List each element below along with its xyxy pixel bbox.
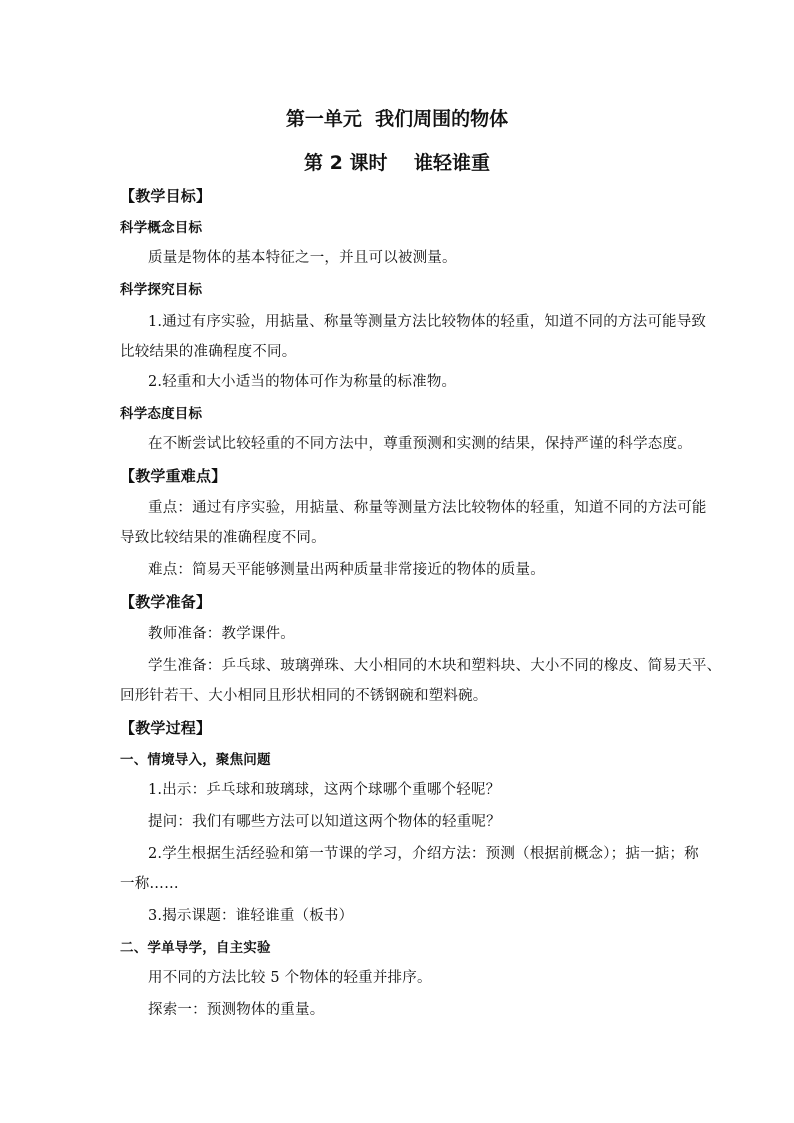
inquiry-goal-1-line1: 1.通过有序实验，用掂量、称量等测量方法比较物体的轻重，知道不同的方法可能导致 — [148, 314, 707, 330]
process-step-3: 3.揭示课题：谁轻谁重（板书） — [148, 908, 354, 924]
explore-one-text: 探索一：预测物体的重量。 — [148, 1002, 325, 1018]
key-points-heading: 【教学重难点】 — [120, 467, 227, 485]
process-step-2-line1: 2.学生根据生活经验和第一节课的学习，介绍方法：预测（根据前概念）；掂一掂；称 — [148, 846, 699, 862]
part-two-text: 用不同的方法比较 5 个物体的轻重并排序。 — [148, 970, 432, 986]
part-one-heading: 一、情境导入，聚焦问题 — [120, 752, 271, 768]
process-step-2-line2: 一称…… — [120, 876, 179, 892]
concept-goal-text: 质量是物体的基本特征之一，并且可以被测量。 — [148, 250, 457, 266]
student-preparation-line1: 学生准备：乒乓球、玻璃弹珠、大小相同的木块和塑料块、大小不同的橡皮、简易天平、 — [148, 658, 722, 674]
concept-goal-heading: 科学概念目标 — [120, 220, 203, 236]
process-step-1: 1.出示：乒乓球和玻璃球，这两个球哪个重哪个轻呢？ — [148, 782, 501, 798]
student-preparation-line2: 回形针若干、大小相同且形状相同的不锈钢碗和塑料碗。 — [120, 688, 488, 704]
key-point-line1: 重点：通过有序实验，用掂量、称量等测量方法比较物体的轻重，知道不同的方法可能 — [148, 500, 707, 516]
difficulty-point: 难点：简易天平能够测量出两种质量非常接近的物体的质量。 — [148, 562, 545, 578]
inquiry-goal-heading: 科学探究目标 — [120, 282, 203, 298]
key-point-line2: 导致比较结果的准确程度不同。 — [120, 530, 326, 546]
teaching-process-heading: 【教学过程】 — [120, 719, 212, 737]
preparation-heading: 【教学准备】 — [120, 593, 212, 611]
attitude-goal-text: 在不断尝试比较轻重的不同方法中，尊重预测和实测的结果，保持严谨的科学态度。 — [148, 436, 692, 452]
teaching-goals-heading: 【教学目标】 — [120, 187, 212, 205]
lesson-subtitle: 第 2 课时 谁轻谁重 — [304, 152, 490, 174]
inquiry-goal-2: 2.轻重和大小适当的物体可作为称量的标准物。 — [148, 374, 457, 390]
part-two-heading: 二、学单导学，自主实验 — [120, 940, 271, 956]
teacher-preparation: 教师准备：教学课件。 — [148, 626, 295, 642]
inquiry-goal-1-line2: 比较结果的准确程度不同。 — [120, 344, 297, 360]
attitude-goal-heading: 科学态度目标 — [120, 406, 203, 422]
document-title: 第一单元 我们周围的物体 — [285, 108, 509, 130]
process-question: 提问：我们有哪些方法可以知道这两个物体的轻重呢？ — [148, 814, 501, 830]
